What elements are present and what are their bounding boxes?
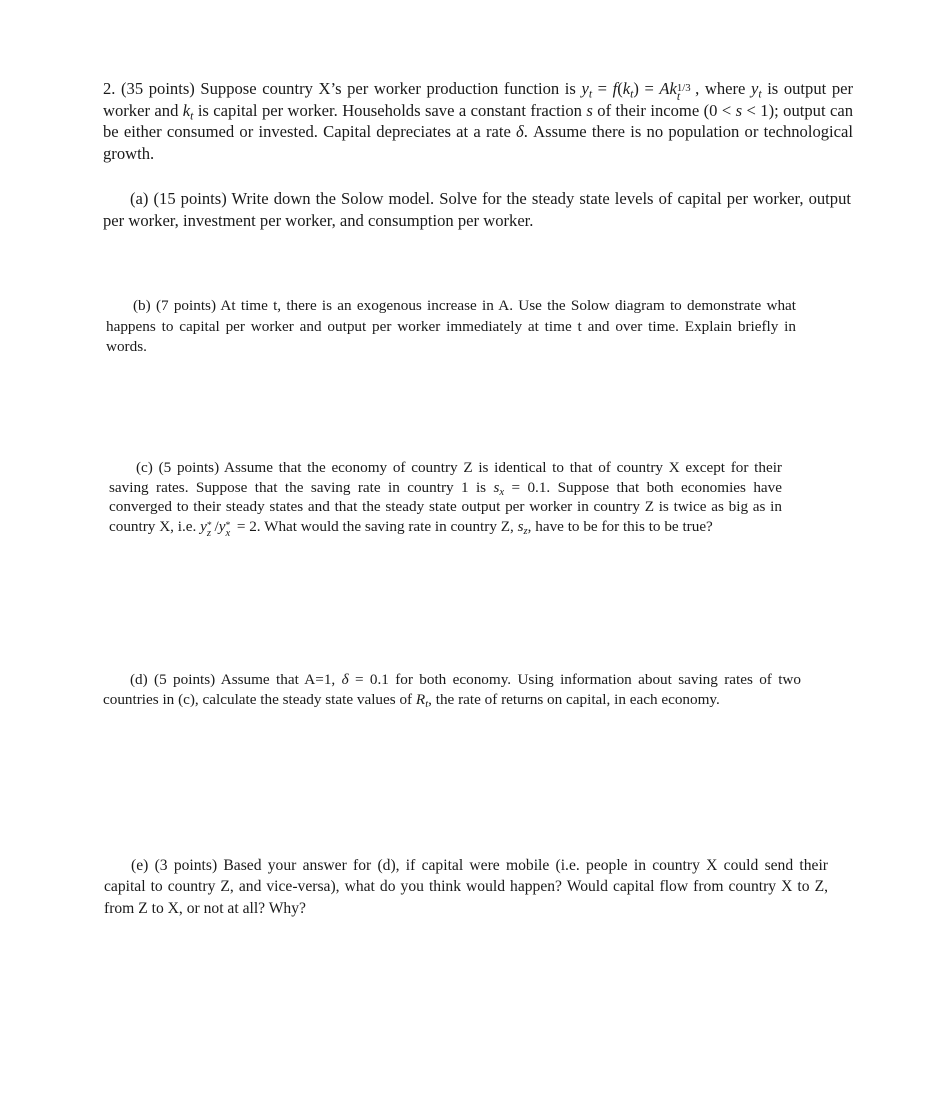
R-subscript: t bbox=[425, 699, 429, 711]
part-a bbox=[103, 188, 851, 232]
after-formula-text: , where bbox=[695, 79, 751, 98]
part-c bbox=[109, 458, 782, 539]
part-d-paragraph bbox=[103, 670, 801, 711]
sx-variable: s bbox=[493, 478, 500, 496]
part-e bbox=[104, 855, 828, 919]
part-c-text-4: , have to be for this to be true? bbox=[527, 517, 713, 535]
y-variable-subscript: t bbox=[758, 87, 762, 101]
part-e-paragraph bbox=[104, 855, 828, 919]
formula-f: f bbox=[612, 79, 618, 98]
ratio-slash: / bbox=[214, 517, 219, 535]
formula-y-subscript: t bbox=[588, 87, 593, 101]
part-c-paragraph: (c) (5 points) Assume that the economy of country Z is identical to that of country X except for their saving rates. Suppose that the saving rate in country 1 is $s_x = 0.1$. Suppose that both economies have converged to their steady states and that the steady state output per worker in country Z is twice as big as in country X, i.e. y * z /y * x = 2. What would the saving rate in country Z, $s_z$, have to be for this to be true? bbox=[109, 459, 782, 539]
part-c-text-2: = 0.1. Suppose that both economies have converged to their steady states and that the steady state output per worker in country Z is twice as big as in country X, i.e. bbox=[109, 478, 782, 535]
formula-k-subscript: t bbox=[630, 87, 634, 101]
yx-variable: y bbox=[218, 517, 226, 535]
part-a-paragraph bbox=[103, 188, 851, 232]
formula-k: k bbox=[622, 79, 631, 98]
formula-equals-1: = bbox=[592, 79, 613, 98]
formula-A: A bbox=[659, 79, 670, 98]
question-2-text-4: of their income (0 < bbox=[592, 100, 736, 120]
question-2-text-2: is output per worker and bbox=[103, 79, 854, 120]
part-b bbox=[106, 296, 796, 358]
formula-paren-close: ) bbox=[633, 79, 639, 98]
s-variable-2: s bbox=[735, 100, 743, 120]
question-2-text-6: . Assume there is no population or technological growth. bbox=[103, 122, 853, 164]
R-variable: R bbox=[415, 691, 426, 709]
formula-k2: k bbox=[669, 79, 677, 98]
question-2-text-5: < 1); output can be either consumed or invested. Capital depreciates at a rate bbox=[103, 100, 854, 142]
yz-variable: y bbox=[200, 517, 207, 535]
question-2-text-3: is capital per worker. Households save a constant fraction bbox=[193, 100, 587, 120]
s-variable: s bbox=[586, 100, 593, 120]
delta-symbol-d: δ bbox=[341, 671, 349, 688]
question-2-lead: 2. (35 points) Suppose country X’s per worker production function is bbox=[103, 79, 582, 98]
y-variable: y bbox=[751, 79, 759, 98]
sz-variable: s bbox=[517, 517, 524, 535]
k-variable: k bbox=[182, 100, 191, 120]
part-b-text: (b) (7 points) At time t, there is an exogenous increase in A. Use the Solow diagram to demonstrate what happens to capital per worker and output per worker immediately at time t and over time. Explain briefly in words. bbox=[106, 297, 796, 356]
sz-subscript: z bbox=[523, 525, 528, 537]
k-variable-subscript: t bbox=[190, 109, 194, 123]
sx-subscript: x bbox=[499, 486, 505, 498]
formula-equals-2: = bbox=[638, 79, 660, 98]
part-a-text: (a) (15 points) Write down the Solow model. Solve for the steady state levels of capital per worker, output per worker, investment per worker, and consumption per worker. bbox=[103, 189, 851, 230]
part-e-text: (e) (3 points) Based your answer for (d), if capital were mobile (i.e. people in country X could send their capital to country Z, and vice-versa), what do you think would happen? Would capital flow from country X to Z, from Z to X, or not at all? Why? bbox=[104, 857, 828, 917]
part-d bbox=[103, 670, 801, 711]
part-d-lead: (d) (5 points) Assume that A=1, bbox=[130, 671, 342, 688]
part-c-lead: (c) (5 points) Assume that the economy of country Z is identical to that of country X except for their saving rates. Suppose that the saving rate in country 1 is bbox=[109, 459, 782, 496]
part-b-paragraph bbox=[106, 296, 796, 358]
formula-paren-open: ( bbox=[617, 79, 623, 98]
delta-symbol: δ bbox=[516, 122, 524, 142]
question-2-intro bbox=[103, 78, 853, 165]
formula-y: y bbox=[581, 79, 589, 98]
question-2-paragraph: 2. (35 points) Suppose country X’s per worker production function is $y_t = f(k_t) = Ak$ 1/3 t , where $y_t$ is output per worker and $k_t$ is capital per worker. Households save a constant fraction s of their income (0 < s < 1); output can be either consumed or invested. Capital depreciates at a rate δ. Assume there is no population or technological growth. bbox=[103, 79, 854, 164]
part-c-text-3: = 2. What would the saving rate in country Z, bbox=[233, 517, 518, 535]
part-d-text-2: = 0.1 for both economy. Using information about saving rates of two countries in (c), calculate the steady state values of bbox=[103, 671, 801, 709]
part-d-text-3: , the rate of returns on capital, in each economy. bbox=[428, 691, 720, 709]
